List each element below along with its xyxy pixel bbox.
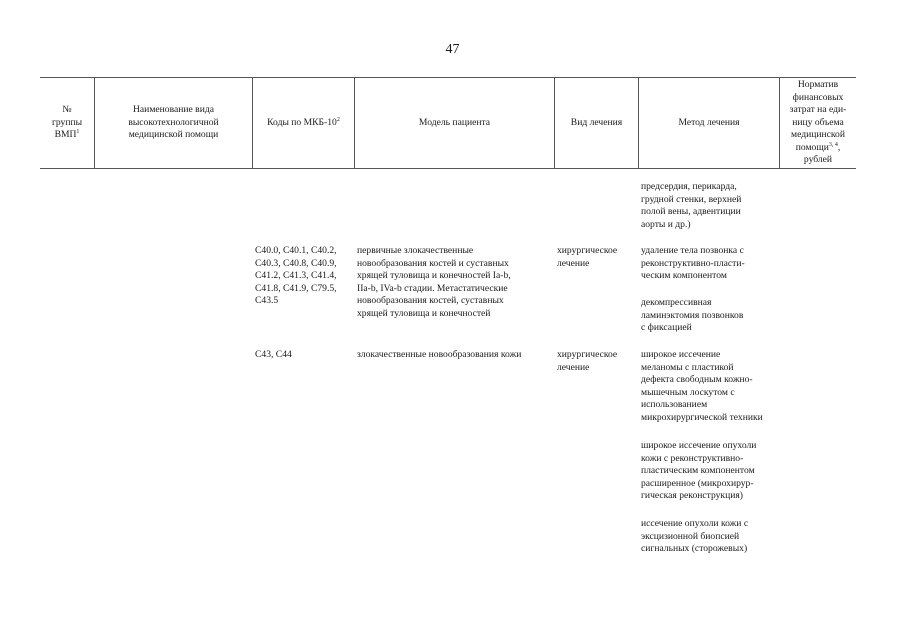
header-icd-codes-label: Коды по МКБ-10 bbox=[267, 116, 337, 128]
header-cost-standard bbox=[780, 78, 856, 168]
footnote-mark: 2 bbox=[336, 116, 340, 123]
bone-patient-model: первичные злокачественные новообразования костей и суставных хрящей туловища и конечностей Ia-b, IIa-b, IVa-b стадии. Метастатические новообразования костей, суставных хрящей туловища и конечностей bbox=[357, 245, 511, 319]
header-group-number-symbol: № bbox=[62, 104, 72, 116]
header-cost-standard-unit: , рублей bbox=[803, 141, 841, 166]
header-treatment-method: Метод лечения bbox=[678, 116, 740, 128]
bone-method-2: декомпрессивная ламинэктомия позвонков с фиксацией bbox=[641, 297, 744, 333]
header-cost-standard-label: Норматив финансовых затрат на еди- ницу объема медицинской помощи bbox=[789, 79, 847, 153]
header-icd-codes bbox=[253, 78, 354, 168]
header-group-number-vmp: ВМП bbox=[54, 129, 77, 141]
page-number: 47 bbox=[445, 42, 460, 57]
bone-treatment-type: хирургическое лечение bbox=[557, 245, 618, 269]
continuation-method: предсердия, перикарда, грудной стенки, верхней полой вены, адвентиции аорты и др.) bbox=[641, 181, 742, 230]
header-patient-model: Модель пациента bbox=[418, 116, 491, 128]
header-care-type: Наименование вида высокотехнологичной медицинской помощи bbox=[128, 104, 219, 141]
skin-method-2: широкое иссечение опухоли кожи с реконструктивно- пластическим компонентом расширенное (микрохирур- гическая реконструкция) bbox=[641, 440, 757, 501]
skin-patient-model: злокачественные новообразования кожи bbox=[357, 349, 522, 360]
header-group-number-word: группы bbox=[51, 116, 83, 128]
header-treatment-type: Вид лечения bbox=[570, 116, 623, 128]
footnote-mark: 3, 4 bbox=[828, 141, 838, 148]
footnote-mark: 1 bbox=[76, 129, 80, 136]
header-group-number bbox=[40, 78, 94, 168]
bone-method-1: удаление тела позвонка с реконструктивно-пласти- ческим компонентом bbox=[641, 245, 745, 281]
bone-icd-codes: C40.0, C40.1, C40.2, C40.3, C40.8, C40.9, C41.2, C41.3, C41.4, C41.8, C41.9, C79.5, C43.5 bbox=[255, 245, 337, 306]
skin-icd-codes: C43, C44 bbox=[255, 349, 292, 360]
skin-method-1: широкое иссечение меланомы с пластикой дефекта свободным кожно- мышечным лоскутом с использованием микрохирургической техники bbox=[641, 349, 763, 423]
header-bottom-border bbox=[40, 168, 856, 169]
skin-treatment-type: хирургическое лечение bbox=[557, 349, 618, 373]
skin-method-3: иссечение опухоли кожи с эксцизионной биопсией сигнальных (сторожевых) bbox=[641, 518, 749, 554]
